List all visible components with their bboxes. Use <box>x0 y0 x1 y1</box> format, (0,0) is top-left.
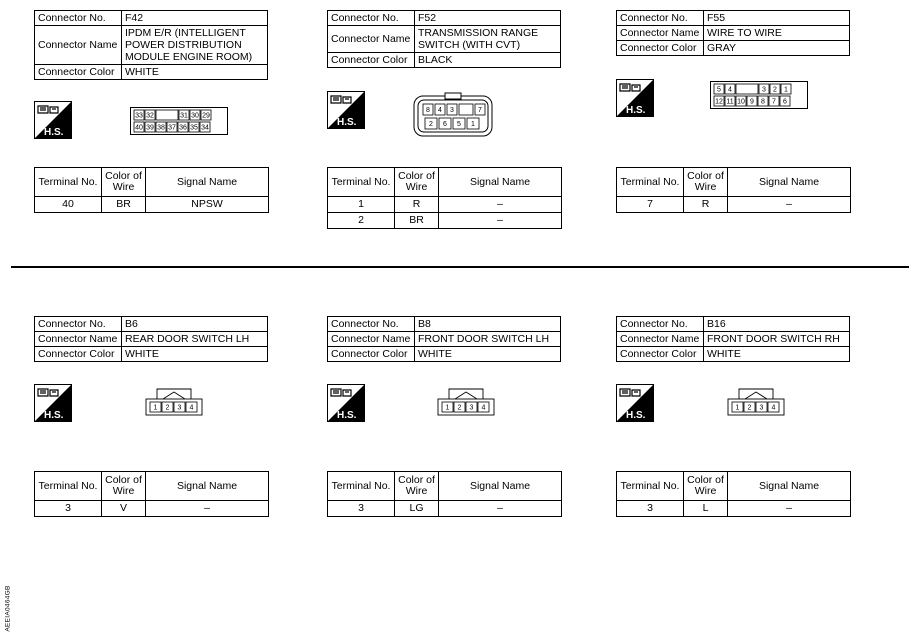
connector-color-label: Connector Color <box>35 65 122 80</box>
pin-label: 32 <box>146 112 154 120</box>
pin-label: 34 <box>201 124 209 132</box>
color-of-wire-header: Color of Wire <box>102 168 146 197</box>
connector-face-b8 <box>437 385 495 417</box>
pin-label: 1 <box>445 404 450 412</box>
connector-no-value: B6 <box>122 317 268 332</box>
connector-color-label: Connector Color <box>35 347 122 362</box>
pin-label: 5 <box>717 86 721 94</box>
table-row <box>328 213 562 229</box>
pin-label: 36 <box>179 124 187 132</box>
svg-text:H.S.: H.S. <box>626 410 646 421</box>
pin-blank <box>459 104 473 115</box>
terminal-no-cell: 1 <box>328 197 395 213</box>
terminal-block-f55 <box>616 167 856 213</box>
terminal-no-cell: 3 <box>35 501 102 517</box>
pin-blank <box>156 110 178 120</box>
terminal-no-cell: 40 <box>35 197 102 213</box>
pin-label: 4 <box>438 107 442 114</box>
signal-name-cell: – <box>728 501 851 517</box>
signal-name-header: Signal Name <box>728 168 851 197</box>
pin-label: 3 <box>177 404 182 412</box>
signal-name-cell: – <box>439 501 562 517</box>
pin-label: 4 <box>728 86 732 94</box>
pin-label: 2 <box>429 121 433 128</box>
connector-color-value: GRAY <box>704 41 850 56</box>
signal-name-header: Signal Name <box>146 168 269 197</box>
figure-id: AEEIA0464GB <box>4 585 12 632</box>
pin-label: 1 <box>784 86 788 94</box>
wire-color-cell: LG <box>395 501 439 517</box>
pin-label: 7 <box>478 107 482 114</box>
connector-name-label: Connector Name <box>328 332 415 347</box>
table-row <box>35 501 269 517</box>
connector-no-value: B16 <box>704 317 850 332</box>
pin-label: 4 <box>189 404 194 412</box>
connector-block-b16 <box>616 316 856 362</box>
wire-color-cell: V <box>102 501 146 517</box>
pin-grid <box>728 389 784 415</box>
pin-label: 1 <box>471 121 475 128</box>
connector-no-label: Connector No. <box>328 11 415 26</box>
signal-name-cell: – <box>439 197 562 213</box>
terminal-no-cell: 7 <box>617 197 684 213</box>
connector-face-b16 <box>727 385 785 417</box>
connector-name-label: Connector Name <box>617 26 704 41</box>
connector-info-table <box>34 316 268 362</box>
terminal-no-header: Terminal No. <box>328 168 395 197</box>
pin-label: 1 <box>735 404 740 412</box>
color-of-wire-header: Color of Wire <box>395 168 439 197</box>
connector-color-label: Connector Color <box>328 347 415 362</box>
table-row <box>617 197 851 213</box>
pin-label: 3 <box>469 404 474 412</box>
pin-label: 37 <box>168 124 176 132</box>
wire-color-cell: R <box>684 197 728 213</box>
terminal-block-b6 <box>34 471 274 517</box>
pin-label: 8 <box>426 107 430 114</box>
signal-name-cell: NPSW <box>146 197 269 213</box>
connector-name-value: FRONT DOOR SWITCH RH <box>704 332 850 347</box>
connector-no-label: Connector No. <box>35 11 122 26</box>
connector-no-value: F52 <box>415 11 561 26</box>
terminal-no-header: Terminal No. <box>617 472 684 501</box>
connector-block-f42 <box>34 10 274 80</box>
terminal-no-header: Terminal No. <box>35 168 102 197</box>
terminal-table <box>34 471 269 517</box>
connector-no-value: F55 <box>704 11 850 26</box>
terminal-table <box>616 167 851 213</box>
pin-label: 2 <box>747 404 752 412</box>
signal-name-header: Signal Name <box>439 168 562 197</box>
color-of-wire-header: Color of Wire <box>684 168 728 197</box>
connector-name-value: IPDM E/R (INTELLIGENT POWER DISTRIBUTION MODULE ENGINE ROOM) <box>122 26 268 65</box>
connector-color-label: Connector Color <box>617 41 704 56</box>
pin-label: 29 <box>202 112 210 120</box>
pin-blank <box>736 84 758 94</box>
hs-icon <box>327 384 365 422</box>
connector-no-label: Connector No. <box>328 317 415 332</box>
connector-color-label: Connector Color <box>617 347 704 362</box>
pin-grid <box>438 389 494 415</box>
connector-hood <box>449 389 483 399</box>
connector-block-f52 <box>327 10 567 68</box>
terminal-block-f42 <box>34 167 274 213</box>
pin-label: 3 <box>762 86 766 94</box>
connector-hood <box>157 389 191 399</box>
hs-icon <box>34 384 72 422</box>
table-row <box>328 197 562 213</box>
connector-name-label: Connector Name <box>35 26 122 65</box>
pin-label: 3 <box>450 107 454 114</box>
terminal-block-f52 <box>327 167 567 229</box>
pin-label: 11 <box>726 98 734 106</box>
hs-icon <box>616 79 654 117</box>
wire-color-cell: BR <box>395 213 439 229</box>
connector-face-f55 <box>710 81 808 109</box>
connector-name-value: WIRE TO WIRE <box>704 26 850 41</box>
pin-label: 12 <box>715 98 723 106</box>
connector-hood <box>739 389 773 399</box>
connector-color-value: BLACK <box>415 53 561 68</box>
connector-face-f52 <box>413 92 493 138</box>
terminal-table <box>327 471 562 517</box>
connector-color-value: WHITE <box>704 347 850 362</box>
pin-label: 35 <box>190 124 198 132</box>
pin-grid <box>146 389 202 415</box>
pin-label: 2 <box>773 86 777 94</box>
terminal-no-cell: 3 <box>328 501 395 517</box>
connector-name-label: Connector Name <box>617 332 704 347</box>
connector-no-label: Connector No. <box>617 317 704 332</box>
table-row <box>617 501 851 517</box>
hs-icon <box>616 384 654 422</box>
connector-block-b6 <box>34 316 274 362</box>
signal-name-header: Signal Name <box>146 472 269 501</box>
connector-info-table <box>327 10 561 68</box>
table-row <box>328 501 562 517</box>
table-row <box>35 197 269 213</box>
svg-text:H.S.: H.S. <box>337 117 357 128</box>
pin-label: 8 <box>761 98 765 106</box>
signal-name-header: Signal Name <box>439 472 562 501</box>
wire-color-cell: R <box>395 197 439 213</box>
pin-label: 40 <box>135 124 143 132</box>
connector-info-table <box>327 316 561 362</box>
color-of-wire-header: Color of Wire <box>684 472 728 501</box>
pin-label: 7 <box>772 98 776 106</box>
connector-name-value: TRANSMISSION RANGE SWITCH (WITH CVT) <box>415 26 561 53</box>
pin-label: 4 <box>771 404 776 412</box>
svg-text:H.S.: H.S. <box>44 127 64 138</box>
connector-no-label: Connector No. <box>617 11 704 26</box>
pin-label: 5 <box>457 121 461 128</box>
pin-label: 4 <box>481 404 486 412</box>
pin-label: 10 <box>737 98 745 106</box>
svg-text:H.S.: H.S. <box>626 105 646 116</box>
pin-label: 6 <box>443 121 447 128</box>
connector-name-label: Connector Name <box>35 332 122 347</box>
wire-color-cell: BR <box>102 197 146 213</box>
connector-name-label: Connector Name <box>328 26 415 53</box>
signal-name-header: Signal Name <box>728 472 851 501</box>
terminal-block-b16 <box>616 471 856 517</box>
connector-face-b6 <box>145 385 203 417</box>
pin-label: 6 <box>783 98 787 106</box>
connector-info-table <box>616 316 850 362</box>
signal-name-cell: – <box>728 197 851 213</box>
terminal-table <box>327 167 562 229</box>
terminal-no-cell: 2 <box>328 213 395 229</box>
signal-name-cell: – <box>439 213 562 229</box>
pin-label: 1 <box>153 404 158 412</box>
connector-name-value: REAR DOOR SWITCH LH <box>122 332 268 347</box>
terminal-table <box>34 167 269 213</box>
hs-icon <box>34 101 72 139</box>
terminal-table <box>616 471 851 517</box>
connector-face-f42 <box>130 107 228 135</box>
hs-icon <box>327 91 365 129</box>
svg-text:H.S.: H.S. <box>44 410 64 421</box>
connector-block-b8 <box>327 316 567 362</box>
terminal-no-header: Terminal No. <box>617 168 684 197</box>
connector-no-value: B8 <box>415 317 561 332</box>
pin-label: 39 <box>146 124 154 132</box>
pin-label: 31 <box>180 112 188 120</box>
connector-name-value: FRONT DOOR SWITCH LH <box>415 332 561 347</box>
connector-color-label: Connector Color <box>328 53 415 68</box>
connector-info-table <box>34 10 268 80</box>
connector-color-value: WHITE <box>122 65 268 80</box>
terminal-no-header: Terminal No. <box>328 472 395 501</box>
connector-color-value: WHITE <box>415 347 561 362</box>
pin-label: 38 <box>157 124 165 132</box>
pin-label: 3 <box>759 404 764 412</box>
section-divider <box>11 266 909 268</box>
color-of-wire-header: Color of Wire <box>102 472 146 501</box>
connector-no-value: F42 <box>122 11 268 26</box>
terminal-no-header: Terminal No. <box>35 472 102 501</box>
pin-label: 9 <box>750 98 754 106</box>
connector-no-label: Connector No. <box>35 317 122 332</box>
connector-info-table <box>616 10 850 56</box>
color-of-wire-header: Color of Wire <box>395 472 439 501</box>
svg-text:H.S.: H.S. <box>337 410 357 421</box>
connector-block-f55 <box>616 10 856 56</box>
pin-label: 2 <box>165 404 170 412</box>
pin-label: 30 <box>191 112 199 120</box>
wire-color-cell: L <box>684 501 728 517</box>
terminal-block-b8 <box>327 471 567 517</box>
connector-color-value: WHITE <box>122 347 268 362</box>
signal-name-cell: – <box>146 501 269 517</box>
terminal-no-cell: 3 <box>617 501 684 517</box>
pin-label: 2 <box>457 404 462 412</box>
pin-label: 33 <box>135 112 143 120</box>
